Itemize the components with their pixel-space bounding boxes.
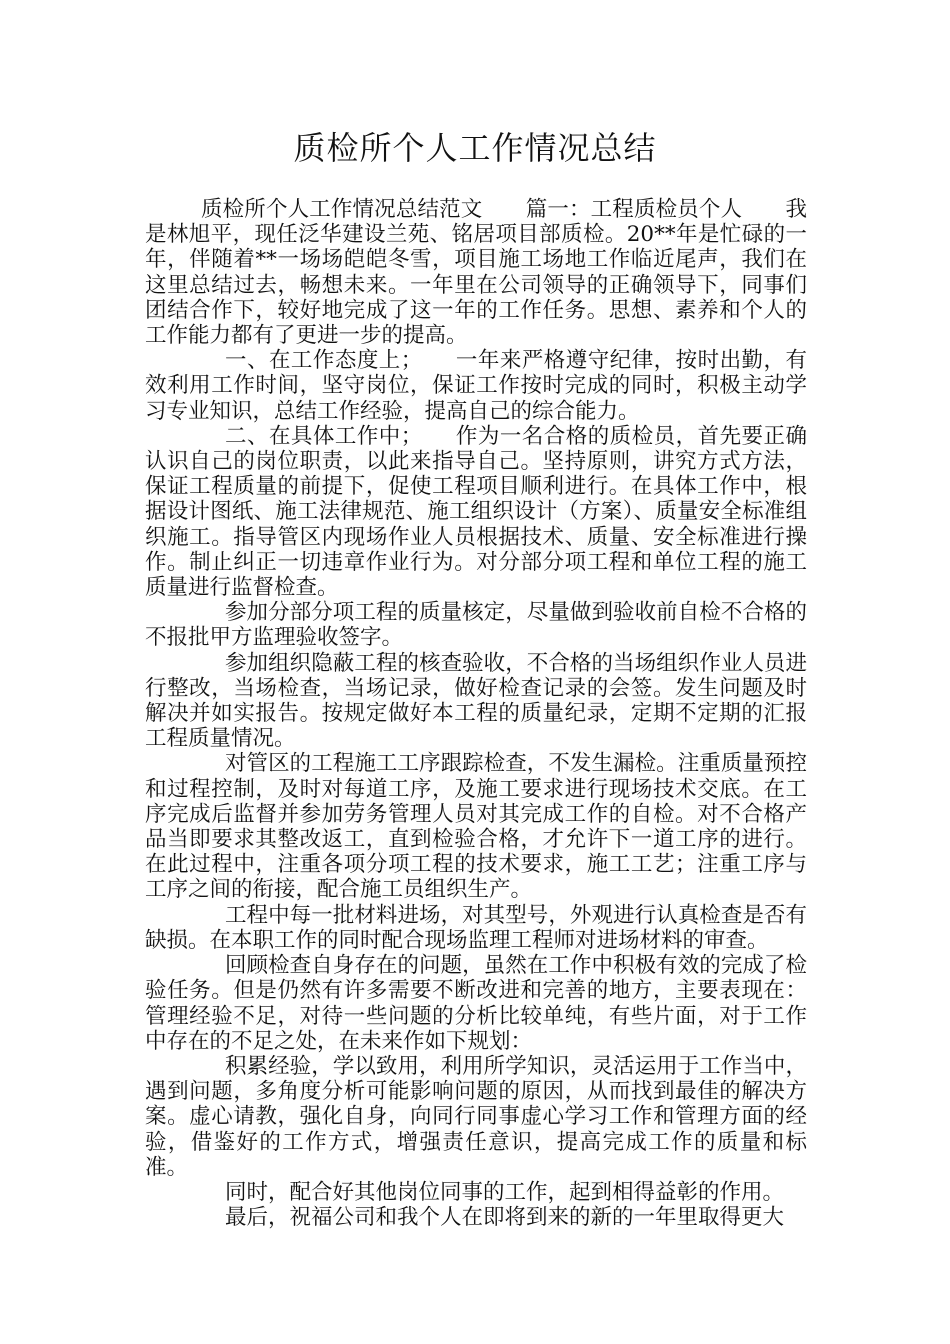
paragraph-process-tracking: 对管区的工程施工工序跟踪检查，不发生漏检。注重质量预控和过程控制，及时对每道工序，及施工要求进行现场技术交底。在工序完成后监督并参加劳务管理人员对其完成工作的自检。对不合格产品当即要求其整改返工，直到检验合格，才允许下一道工序的进行。在此过程中，注重各项分项工程的技术要求，施工工艺；注重工序与工序之间的衔接，配合施工员组织生产。: [145, 751, 807, 903]
paragraph-materials: 工程中每一批材料进场，对其型号，外观进行认真检查是否有缺损。在本职工作的同时配合现场监理工程师对进场材料的审查。: [145, 902, 807, 953]
paragraph-closing: 最后，祝福公司和我个人在即将到来的新的一年里取得更大: [225, 1205, 785, 1231]
paragraph-review: 回顾检查自身存在的问题，虽然在工作中积极有效的完成了检验任务。但是仍然有许多需要不断改进和完善的地方，主要表现在：管理经验不足，对待一些问题的分析比较单纯，有些片面，对于工作中存在的不足之处，在未来作如下规划：: [145, 953, 807, 1054]
paragraph-quality-check: 参加分部分项工程的质量核定，尽量做到验收前自检不合格的不报批甲方监理验收签字。: [145, 600, 807, 651]
paragraph-cooperation: 同时，配合好其他岗位同事的工作，起到相得益彰的作用。: [225, 1179, 785, 1205]
paragraph-intro: 质检所个人工作情况总结范文 篇一：工程质检员个人 我是林旭平，现任泛华建设兰苑、铭居项目部质检。20**年是忙碌的一年，伴随着**一场场皑皑冬雪，项目施工场地工作临近尾声，我们在这里总结过去，畅想未来。一年里在公司领导的正确领导下，同事们团结合作下，较好地完成了这一年的工作任务。思想、素养和个人的工作能力都有了更进一步的提高。: [145, 197, 807, 349]
paragraph-work-attitude: 一、在工作态度上； 一年来严格遵守纪律，按时出勤，有效利用工作时间，坚守岗位，保证工作按时完成的同时，积极主动学习专业知识，总结工作经验，提高自己的综合能力。: [145, 348, 807, 424]
document-title: 质检所个人工作情况总结: [293, 129, 657, 167]
paragraph-hidden-works: 参加组织隐蔽工程的核查验收，不合格的当场组织作业人员进行整改，当场检查，当场记录，做好检查记录的会签。发生问题及时解决并如实报告。按规定做好本工程的质量纪录，定期不定期的汇报工程质量情况。: [145, 650, 807, 752]
paragraph-specific-work: 二、在具体工作中； 作为一名合格的质检员，首先要正确认识自己的岗位职责，以此来指导自己。坚持原则，讲究方式方法，保证工程质量的前提下，促使工程项目顺利进行。在具体工作中，根据设计图纸、施工法律规范、施工组织设计（方案）、质量安全标准组织施工。指导管区内现场作业人员根据技术、质量、安全标准进行操作。制止纠正一切违章作业行为。对分部分项工程和单位工程的施工质量进行监督检查。: [145, 423, 807, 601]
paragraph-plan: 积累经验，学以致用，利用所学知识，灵活运用于工作当中，遇到问题，多角度分析可能影响问题的原因，从而找到最佳的解决方案。虚心请教，强化自身，向同行同事虚心学习工作和管理方面的经验，借鉴好的工作方式，增强责任意识，提高完成工作的质量和标准。: [145, 1053, 807, 1180]
document-body: [145, 197, 807, 1230]
